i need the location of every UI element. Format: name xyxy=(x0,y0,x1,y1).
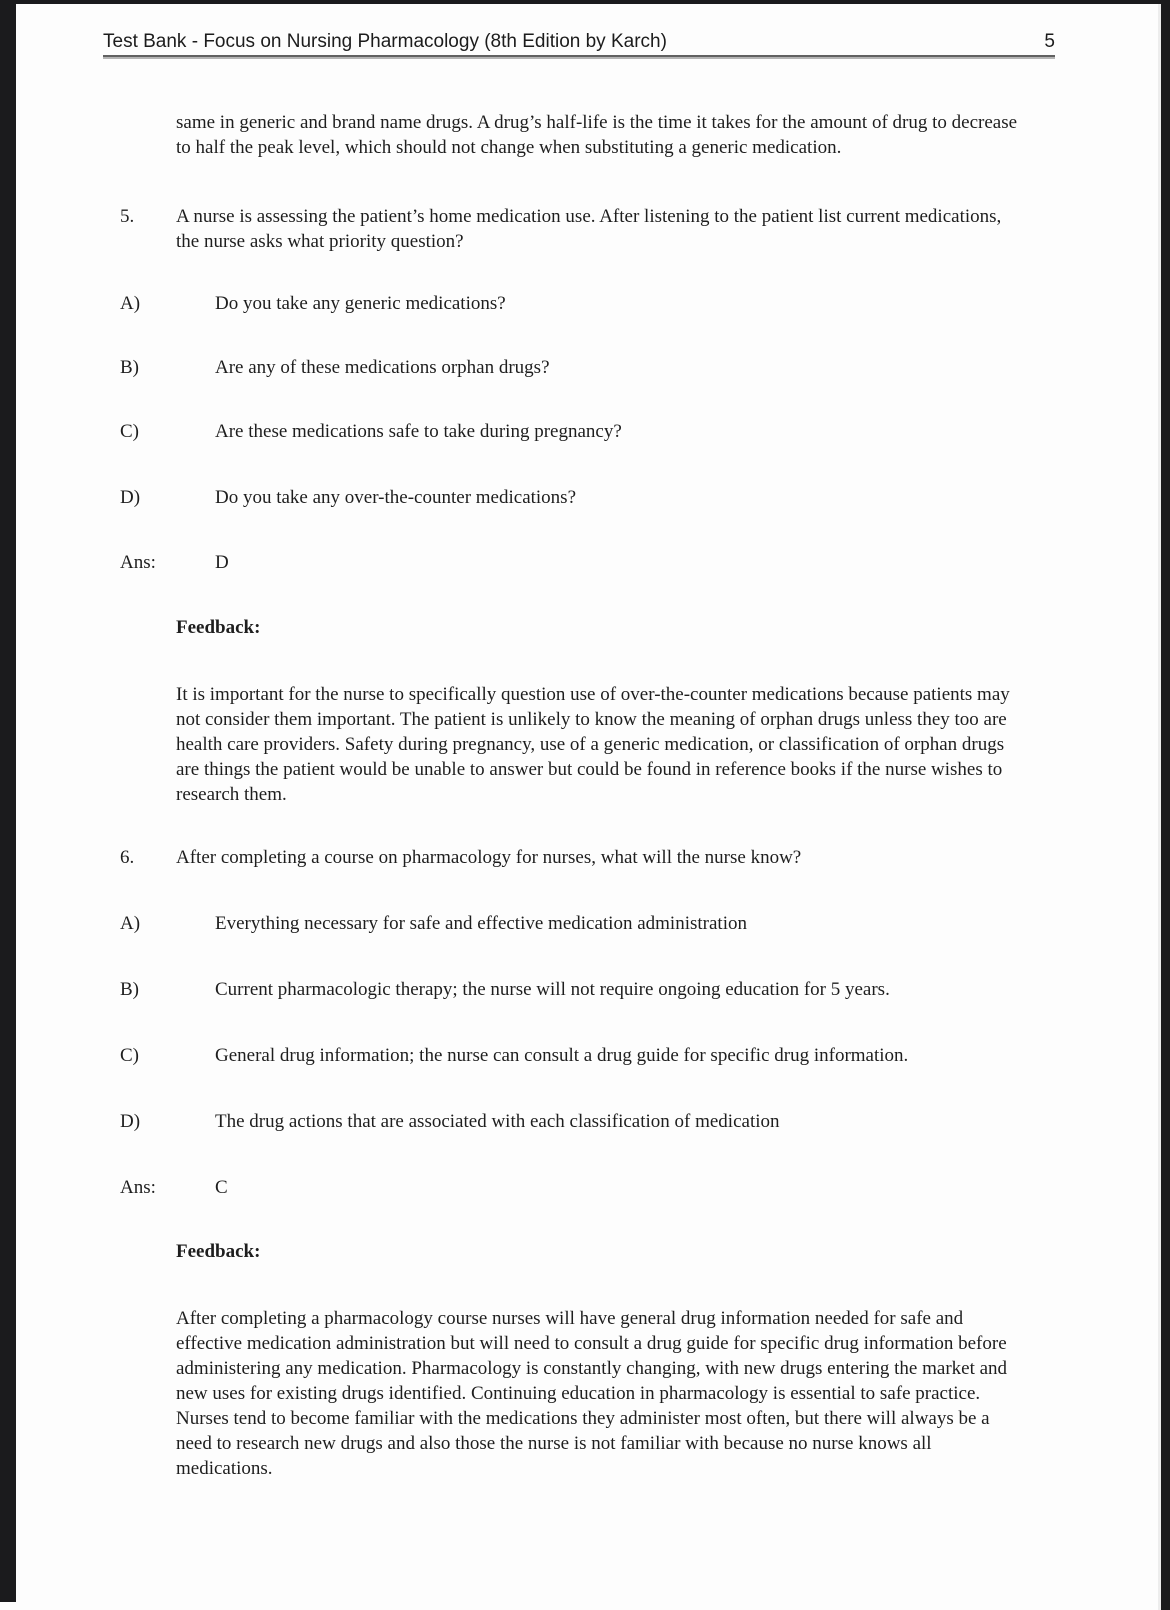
option-row xyxy=(16,355,1158,380)
option-row xyxy=(16,1043,1158,1068)
intro-paragraph: same in generic and brand name drugs. A drug’s half-life is the time it takes for the amount of drug to decrease to half the peak level, which should not change when substituting a generic medication. xyxy=(176,112,1018,158)
option-label: A) xyxy=(120,913,141,934)
option-row xyxy=(16,977,1158,1002)
option-row xyxy=(16,419,1158,444)
feedback-heading: Feedback: xyxy=(176,617,261,638)
option-label: A) xyxy=(120,293,141,314)
answer-label: Ans: xyxy=(120,1177,156,1198)
question-text: A nurse is assessing the patient’s home medication use. After listening to the patient list current medications, the nurse asks what priority question? xyxy=(176,206,1002,252)
page-header xyxy=(103,31,1055,57)
option-row xyxy=(16,911,1158,936)
answer-row xyxy=(16,550,1158,575)
question-text: After completing a course on pharmacology for nurses, what will the nurse know? xyxy=(176,847,802,868)
feedback-paragraph: It is important for the nurse to specifically question use of over-the-counter medications because patients may not consider them important. The patient is unlikely to know the meaning of orphan drugs unless they too are health care providers. Safety during pregnancy, use of a generic medication, or classification of orphan drugs are things the patient would be unable to answer but could be found in reference books if the nurse wishes to research them. xyxy=(176,684,1010,805)
option-label: C) xyxy=(120,1045,139,1066)
document-page xyxy=(16,4,1161,1610)
option-text: Current pharmacologic therapy; the nurse will not require ongoing education for 5 years. xyxy=(215,979,890,1000)
option-text: The drug actions that are associated with each classification of medication xyxy=(215,1111,780,1132)
answer-value: C xyxy=(215,1177,228,1198)
option-label: B) xyxy=(120,979,139,1000)
question-number: 5. xyxy=(120,206,135,227)
option-label: D) xyxy=(120,487,141,508)
option-text: Everything necessary for safe and effective medication administration xyxy=(215,913,747,934)
option-text: Do you take any generic medications? xyxy=(215,293,506,314)
question-row xyxy=(16,845,1158,870)
option-label: B) xyxy=(120,357,139,378)
header-title: Test Bank - Focus on Nursing Pharmacology (8th Edition by Karch) xyxy=(103,31,667,52)
option-text: Do you take any over-the-counter medications? xyxy=(215,487,577,508)
question-block-6 xyxy=(16,845,1158,1481)
feedback-heading: Feedback: xyxy=(176,1241,261,1262)
option-text: Are these medications safe to take during pregnancy? xyxy=(215,421,622,442)
answer-label: Ans: xyxy=(120,552,156,573)
question-row xyxy=(16,204,1158,254)
option-label: D) xyxy=(120,1111,141,1132)
question-number: 6. xyxy=(120,847,135,868)
option-text: Are any of these medications orphan drugs? xyxy=(215,357,550,378)
page-bottom-edge xyxy=(0,1602,16,1610)
answer-row xyxy=(16,1175,1158,1200)
option-text: General drug information; the nurse can consult a drug guide for specific drug information. xyxy=(215,1045,909,1066)
option-label: C) xyxy=(120,421,139,442)
option-row xyxy=(16,485,1158,510)
option-row xyxy=(16,1109,1158,1134)
question-block-5 xyxy=(16,204,1158,807)
feedback-paragraph: After completing a pharmacology course nurses will have general drug information needed for safe and effective medication administration but will need to consult a drug guide for specific drug information before administering any medication. Pharmacology is constantly changing, with new drugs entering the market and new uses for existing drugs identified. Continuing education in pharmacology is essential to safe practice. Nurses tend to become familiar with the medications they administer most often, but there will always be a need to research new drugs and also those the nurse is not familiar with because no nurse knows all medications. xyxy=(176,1308,1008,1479)
option-row xyxy=(16,291,1158,316)
answer-value: D xyxy=(215,552,229,573)
header-page-number: 5 xyxy=(1044,31,1055,52)
